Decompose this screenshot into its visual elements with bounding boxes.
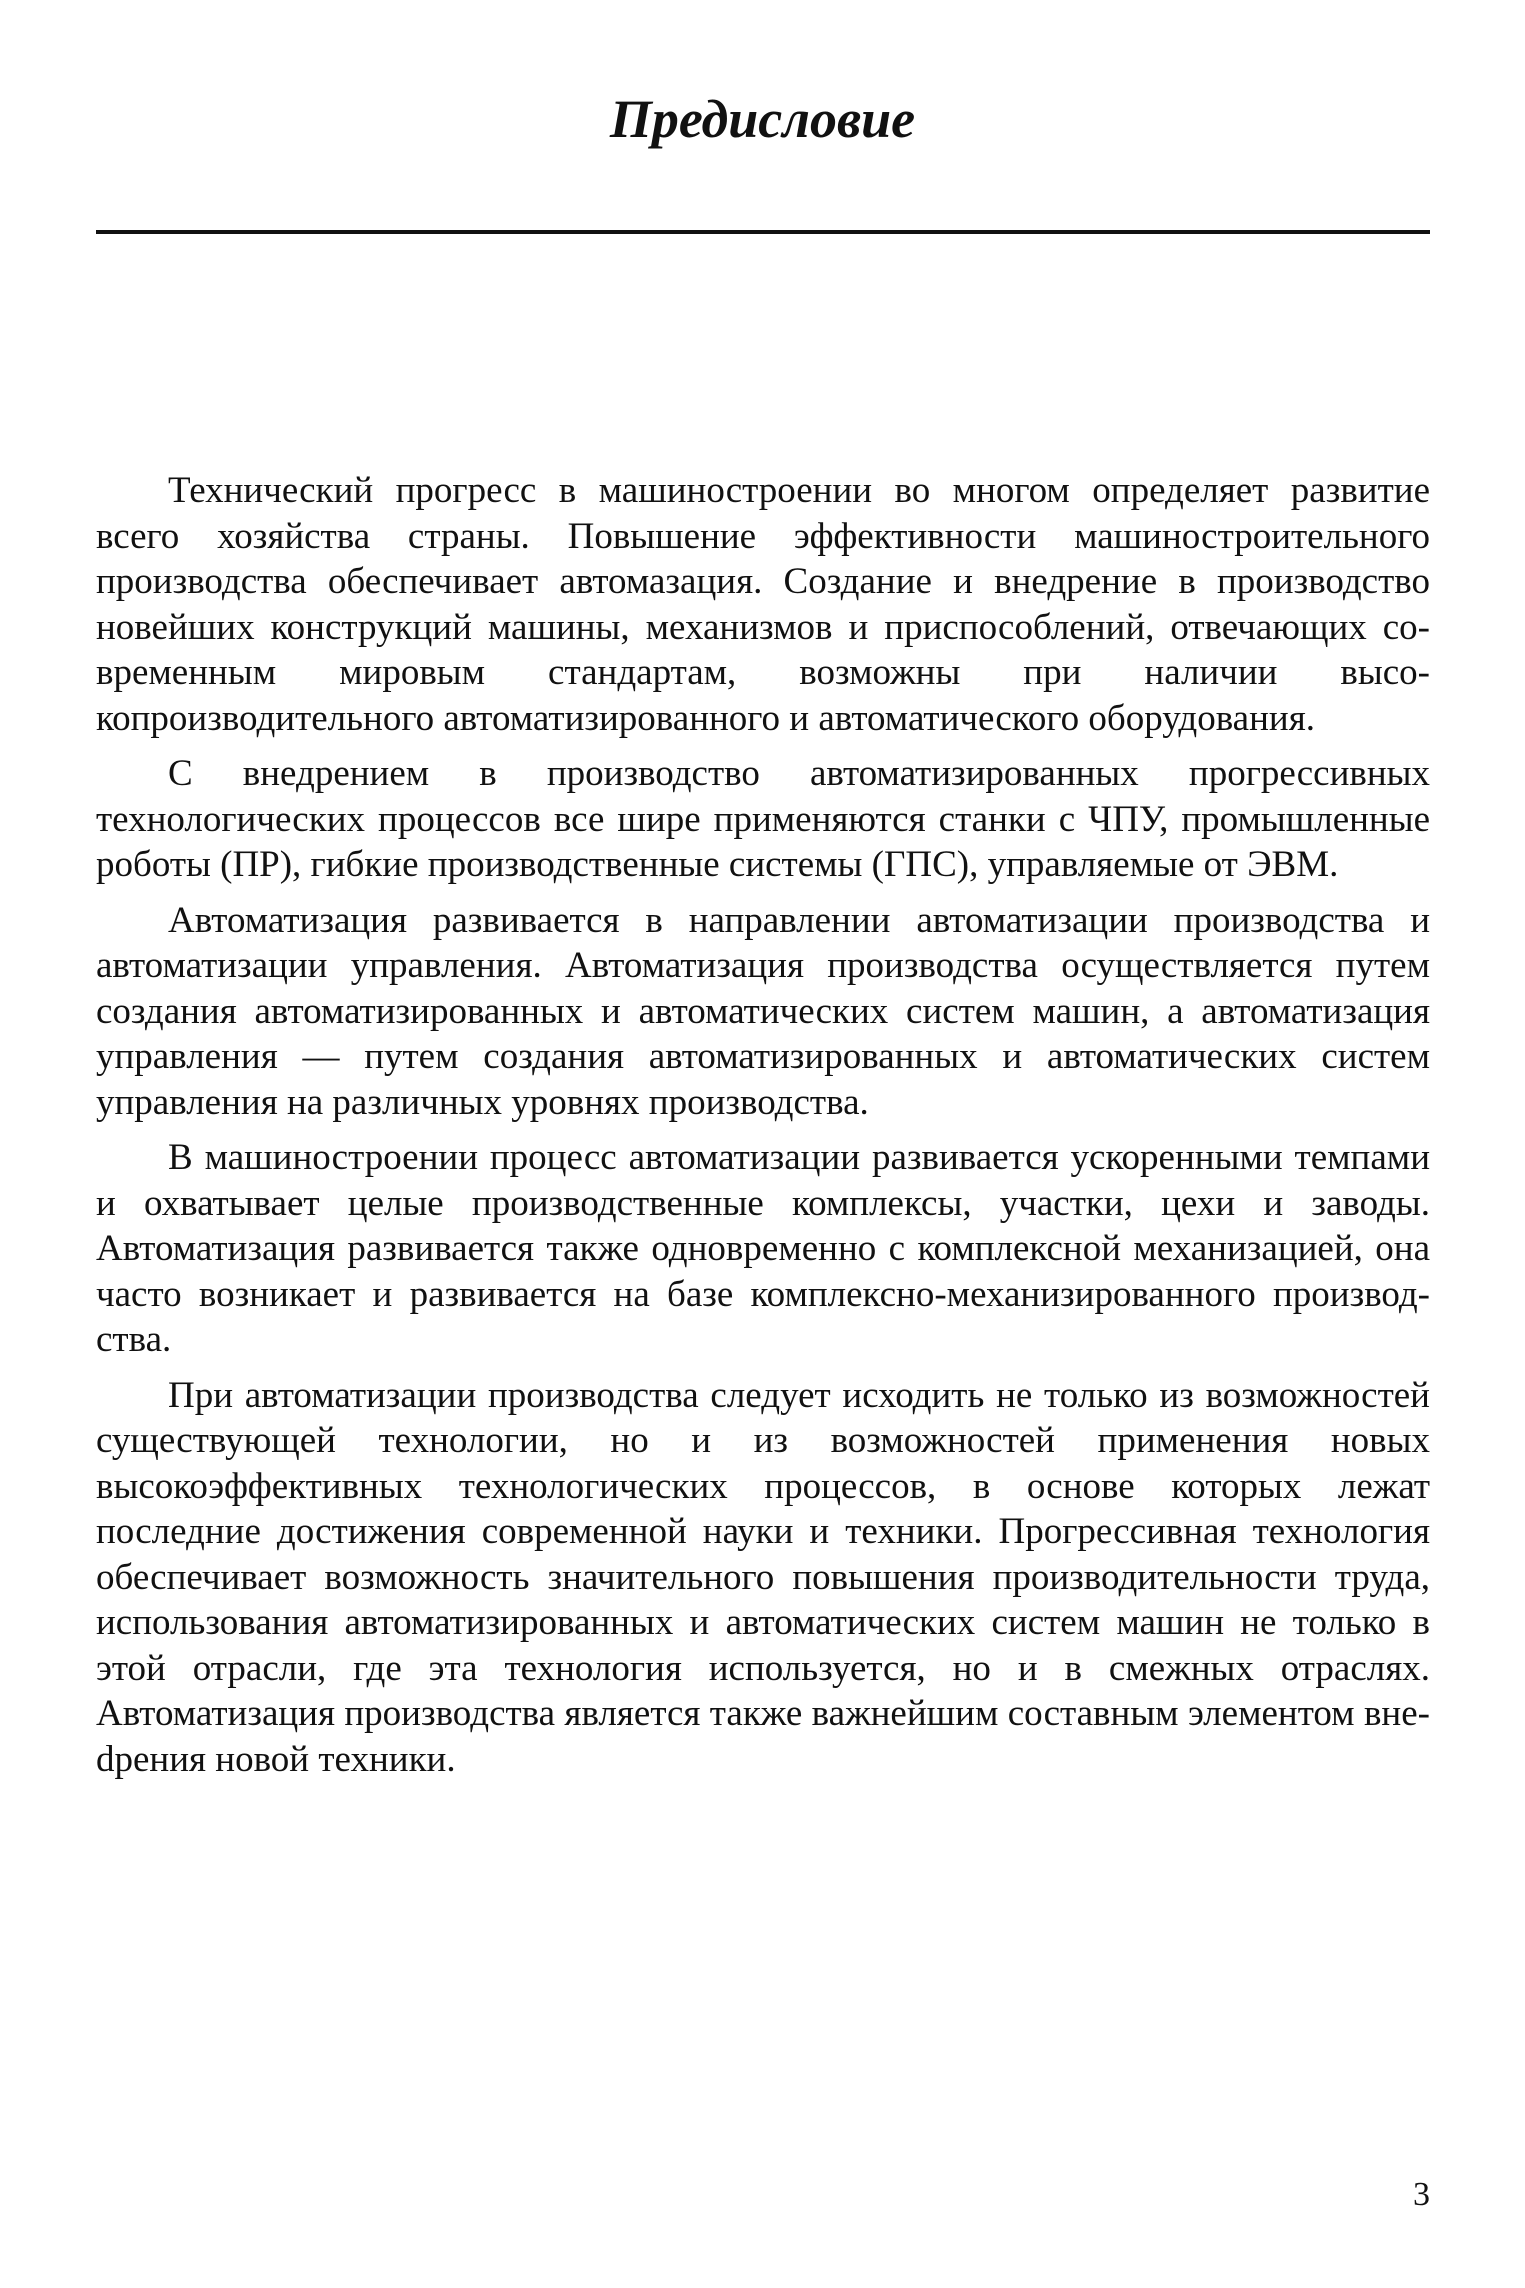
- page-number: 3: [1413, 2176, 1430, 2213]
- paragraph-4: В машиностроении процесс автоматизации развивается ускоренными темпами и охватывает целые производственные комплексы, участки, цехи и заводы. Автоматизация развивается также одновременно с комплексной механизацией, она часто возникает и развивается на базе комплексно-механизированного производства.: [96, 1137, 1430, 1360]
- body-text: [96, 468, 1430, 1792]
- page-title: Предисловие: [609, 89, 916, 149]
- title-divider: [96, 230, 1430, 234]
- paragraph-3: Автоматизация развивается в направлении автоматизации производства и автоматизации управления. Автоматизация производства осуществляется путем создания автоматизированных и автоматических систем машин, а автоматизация управления — путем создания автоматизированных и автоматических систем управления на различных уровнях производства.: [96, 899, 1430, 1123]
- paragraph-5: При автоматизации производства следует исходить не только из возможностей существующей технологии, но и из возможностей применения новых высокоэффективных технологических процессов, в основе которых лежат последние достижения современной науки и техники. Прогрессивная технология обеспечивает возможность значительного повышения производительности труда, использования автоматизированных и автоматических систем машин не только в этой отрасли, где эта технология используется, но и в смежных отраслях. Автоматизация производства является также важнейшим составным элементом внеdрения новой техники.: [96, 1374, 1430, 1780]
- paragraph-1: Технический прогресс в машиностроении во многом определяет развитие всего хозяйства страны. Повышение эффективности машиностроительного производства обеспечивает автомазация. Создание и внедрение в производство новейших конструкций машины, механизмов и приспособлений, отвечающих современным мировым стандартам, возможны при наличии высокопроизводительного автоматизированного и автоматического оборудования.: [96, 470, 1430, 739]
- paragraph-2: С внедрением в производство автоматизированных прогрессивных технологических процессов все шире применяются станки с ЧПУ, промышленные роботы (ПР), гибкие производственные системы (ГПС), управляемые от ЭВМ.: [96, 753, 1430, 885]
